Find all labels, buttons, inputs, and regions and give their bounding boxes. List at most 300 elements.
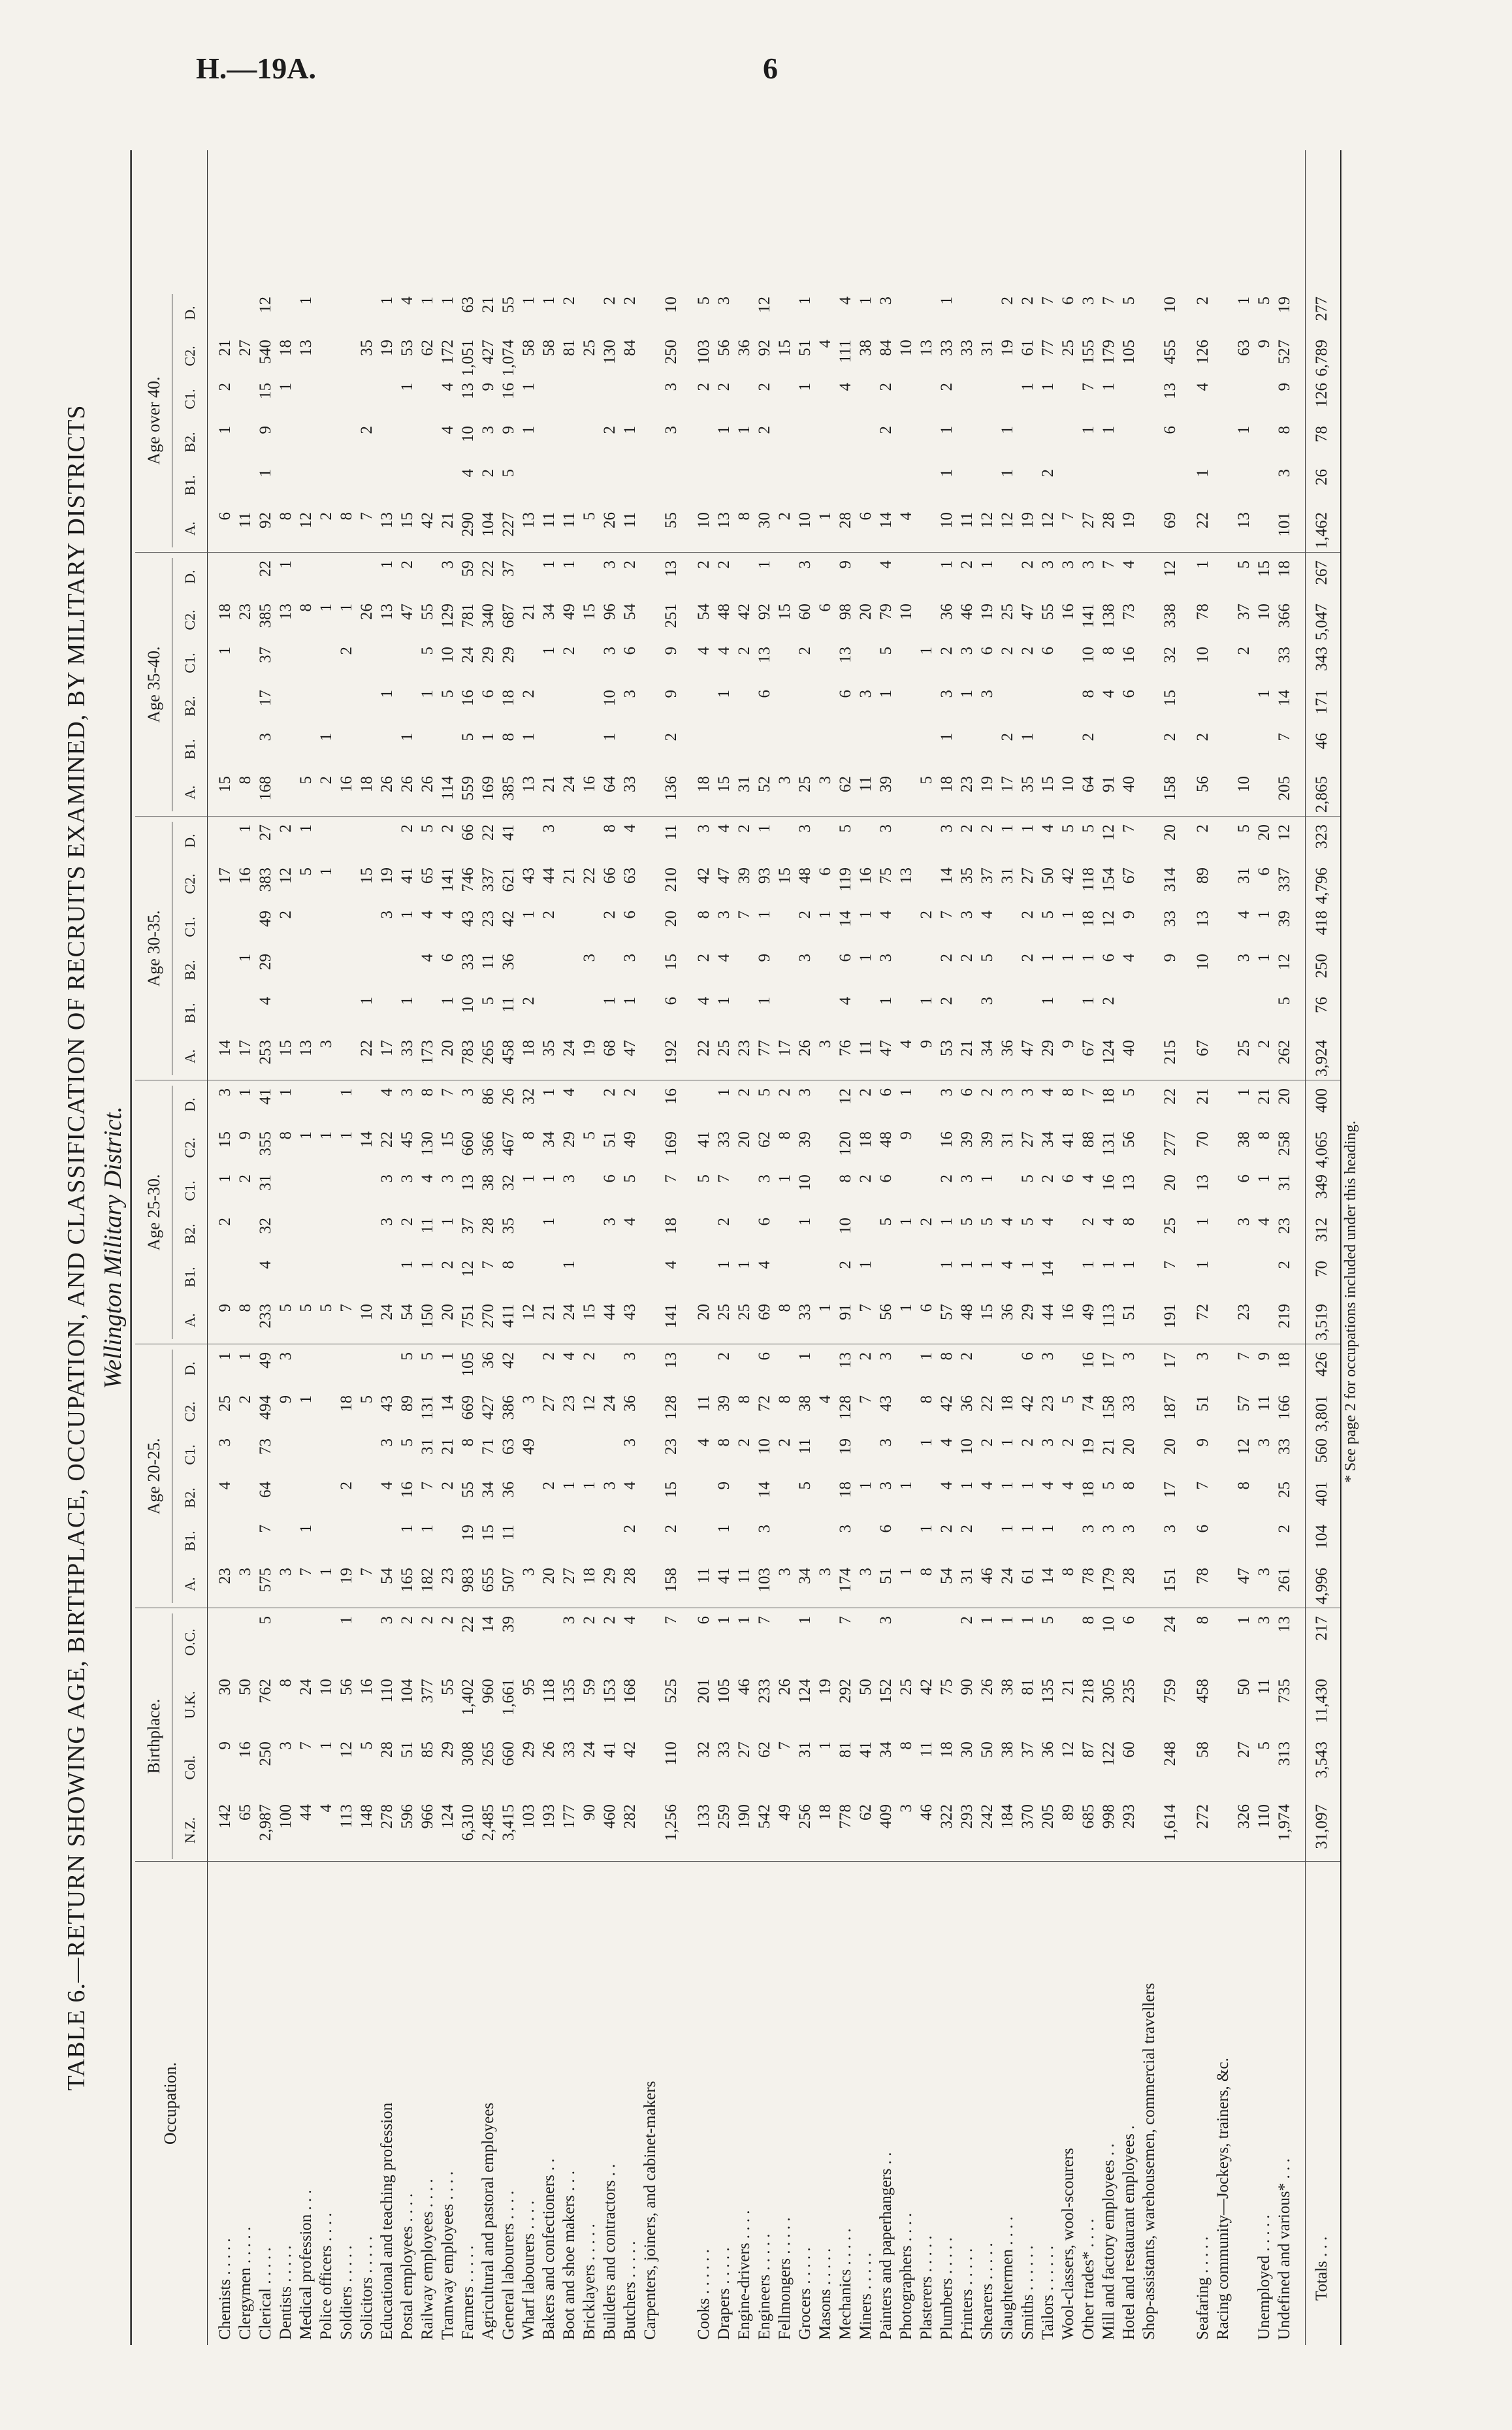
table-cell (1255, 469, 1274, 507)
table-cell: 2 (938, 997, 956, 1005)
table-cell: 1 (857, 297, 875, 305)
table-cell: 1 (216, 1174, 234, 1183)
table-cell: 63 (621, 867, 639, 884)
table-cell (816, 647, 835, 685)
table-cell: 6 (1161, 426, 1179, 434)
table-cell (317, 469, 336, 507)
table-cell: 4 (715, 954, 733, 962)
table-cell: 9 (1255, 340, 1273, 348)
table-cell: 2 (1019, 647, 1037, 655)
table-cell: 41 (695, 1131, 713, 1148)
table-cell: 1 (378, 690, 396, 698)
table-cell: 6,310 (459, 1804, 477, 1841)
table-cell: 386 (500, 1395, 517, 1420)
table-cell: 36 (958, 1395, 976, 1412)
table-cell (1235, 733, 1253, 771)
table-cell (520, 954, 538, 992)
table-cell: 22 (695, 1040, 713, 1056)
table-cell: 29 (1019, 1304, 1037, 1320)
table-cell: 1 (216, 426, 234, 434)
table-cell: 3 (877, 954, 895, 962)
table-cell: 72 (756, 1395, 773, 1412)
table-cell: 2 (540, 1482, 558, 1490)
table-cell: 88 (1080, 1131, 1097, 1148)
table-cell: 8 (918, 1395, 935, 1404)
table-cell: 1 (621, 426, 639, 434)
table-cell (378, 1352, 396, 1390)
table-cell: 41 (257, 1088, 274, 1105)
table-cell: 2 (581, 1616, 598, 1625)
table-cell: 1 (735, 1261, 753, 1269)
table-cell: 26 (378, 776, 396, 792)
table-cell: 46 (735, 1679, 753, 1695)
table-cell (520, 1616, 538, 1674)
table-cell: 19 (1276, 297, 1293, 313)
table-cell: 26 (978, 1679, 996, 1695)
table-cell: 210 (662, 867, 680, 892)
table-cell: 34 (877, 1742, 895, 1758)
table-cell: 41 (1059, 1131, 1077, 1148)
totals-cell: 400 (1313, 1088, 1330, 1113)
table-cell: 215 (1161, 1040, 1179, 1065)
table-cell (277, 1218, 295, 1256)
table-cell: 9 (756, 954, 773, 962)
table-cell (816, 1482, 835, 1519)
table-cell: 62 (756, 1131, 773, 1148)
table-cell: 1 (999, 469, 1016, 478)
table-cell (816, 1616, 835, 1674)
table-cell: 26 (776, 1679, 794, 1695)
occupation-label: Wool-classers, wool-scourers (1059, 2148, 1077, 2340)
table-cell (338, 824, 356, 862)
table-cell: 19 (978, 776, 996, 792)
table-cell: 1 (938, 1261, 956, 1269)
table-cell: 27 (540, 1395, 558, 1412)
table-cell: 25 (897, 1679, 915, 1695)
table-cell: 168 (257, 776, 274, 801)
table-cell (216, 1616, 234, 1674)
occupation-label: Hotel and restaurant employees . (1120, 2125, 1138, 2340)
table-cell (735, 560, 754, 598)
table-cell: 27 (560, 1568, 578, 1584)
table-cell (277, 1438, 295, 1476)
table-cell (1255, 1482, 1274, 1519)
group-header: Age over 40. (144, 376, 163, 465)
table-cell: 1 (520, 733, 538, 741)
table-cell: 8 (338, 512, 355, 521)
occupation-label: Police officers . . . . (317, 2212, 335, 2340)
table-cell (560, 733, 579, 771)
table-cell: 17 (216, 867, 234, 884)
table-cell: 3 (621, 954, 639, 962)
table-cell: 21 (520, 604, 538, 620)
table-cell (520, 824, 538, 862)
table-cell: 4 (1100, 690, 1118, 698)
table-cell: 67 (1120, 867, 1138, 884)
table-cell: 64 (1080, 776, 1097, 792)
table-cell: 759 (1161, 1679, 1179, 1704)
table-cell: 20 (662, 911, 680, 927)
table-cell: 31 (958, 1568, 976, 1584)
table-cell (857, 997, 875, 1035)
table-cell: 84 (877, 340, 895, 356)
table-cell: 66 (601, 867, 619, 884)
occupation-label: Photographers . . . . (897, 2212, 915, 2340)
table-cell (857, 469, 875, 507)
table-cell: 1 (398, 911, 416, 919)
table-cell (1059, 1616, 1078, 1674)
table-cell: 1 (297, 297, 315, 305)
table-cell: 4 (1039, 1482, 1057, 1490)
table-cell: 3 (796, 560, 814, 569)
occupation-label: Engine-drivers . . . . (735, 2210, 753, 2340)
table-cell: 22 (479, 824, 497, 841)
table-cell: 2 (277, 911, 295, 919)
table-cell: 5 (1235, 560, 1253, 569)
table-cell (358, 1482, 376, 1519)
table-cell: 10 (1194, 954, 1212, 970)
table-cell: 1 (816, 1742, 834, 1750)
table-cell (1255, 997, 1274, 1035)
table-cell (338, 733, 356, 771)
table-cell: 20 (1161, 1438, 1179, 1455)
table-cell (1019, 690, 1037, 728)
table-cell (378, 469, 396, 507)
table-cell: 11 (857, 1040, 875, 1056)
occupation-label: Engineers . . . . . (756, 2233, 773, 2340)
table-cell: 1 (715, 690, 733, 698)
table-cell: 27 (735, 1742, 753, 1758)
table-cell: 14 (1039, 1261, 1057, 1277)
table-cell: 2 (520, 997, 538, 1005)
table-cell: 16 (857, 867, 875, 884)
table-cell: 1 (297, 1395, 315, 1404)
table-cell: 30 (216, 1679, 234, 1695)
table-cell: 8 (1120, 1482, 1138, 1490)
table-cell: 3 (1194, 1352, 1212, 1361)
table-cell: 47 (715, 867, 733, 884)
table-cell: 14 (877, 512, 895, 528)
table-cell: 1 (796, 1218, 814, 1226)
table-cell: 10 (938, 512, 956, 528)
table-cell: 8 (297, 604, 315, 612)
table-cell: 1 (621, 997, 639, 1005)
table-cell: 6 (978, 647, 996, 655)
table-cell: 51 (1194, 1395, 1212, 1412)
table-cell: 7 (1276, 733, 1293, 741)
table-cell (297, 1218, 315, 1256)
table-cell: 1 (999, 1525, 1016, 1533)
table-cell: 259 (715, 1804, 733, 1829)
table-cell: 1 (897, 1218, 915, 1226)
column-header: C1. (182, 1444, 198, 1465)
table-cell (560, 997, 579, 1035)
table-cell: 4 (1255, 1218, 1273, 1226)
column-header: B1. (182, 1531, 198, 1551)
table-cell (358, 1525, 376, 1563)
table-cell: 1 (317, 604, 335, 612)
table-cell: 86 (479, 1088, 497, 1105)
table-cell (358, 1088, 376, 1126)
table-cell: 29 (257, 954, 274, 970)
table-cell: 24 (297, 1679, 315, 1695)
table-cell: 7 (756, 1616, 773, 1625)
table-cell: 42 (419, 512, 436, 528)
table-cell: 1 (540, 560, 558, 569)
table-cell (999, 997, 1017, 1035)
table-cell: 9 (277, 1395, 295, 1404)
table-cell (735, 1218, 754, 1256)
table-cell: 1 (897, 1482, 915, 1490)
table-cell: 1 (1194, 1218, 1212, 1226)
table-cell: 12 (257, 297, 274, 313)
table-cell: 13 (520, 512, 538, 528)
table-cell (1235, 997, 1253, 1035)
table-cell: 1 (520, 911, 538, 919)
table-cell (999, 1352, 1017, 1390)
table-cell: 36 (1039, 1742, 1057, 1758)
table-cell: 1 (338, 604, 355, 612)
table-cell: 1 (938, 560, 956, 569)
table-cell: 3 (581, 954, 598, 962)
column-divider (135, 552, 1340, 553)
table-cell: 47 (1235, 1568, 1253, 1584)
table-cell: 1 (958, 690, 976, 698)
table-cell: 18 (662, 1218, 680, 1234)
table-cell: 2 (216, 1218, 234, 1226)
table-cell: 4 (1235, 911, 1253, 919)
table-cell: 4 (1194, 383, 1212, 391)
table-cell: 3 (978, 690, 996, 698)
table-cell: 1 (1019, 1525, 1037, 1533)
table-cell: 76 (837, 1040, 854, 1056)
table-cell: 2 (601, 1088, 619, 1097)
table-cell: 2 (1059, 1438, 1077, 1447)
table-cell (216, 733, 234, 771)
table-cell (816, 1131, 835, 1169)
table-cell (816, 1088, 835, 1126)
table-cell: 4 (877, 560, 895, 569)
table-cell: 8 (1255, 1131, 1273, 1140)
table-cell (978, 297, 997, 334)
table-cell (358, 1261, 376, 1299)
table-cell: 4 (695, 1438, 713, 1447)
table-cell: 130 (601, 340, 619, 364)
table-cell: 20 (439, 1304, 457, 1320)
table-cell: 49 (257, 1352, 274, 1369)
table-cell (776, 560, 794, 598)
table-cell: 4 (1120, 954, 1138, 962)
table-cell: 3 (439, 560, 457, 569)
table-cell: 26 (601, 512, 619, 528)
table-cell: 8 (236, 1304, 254, 1312)
table-cell: 253 (257, 1040, 274, 1065)
table-cell: 1 (398, 733, 416, 741)
page-header-reference: H.—19A. (196, 52, 316, 85)
table-cell: 1 (1235, 1088, 1253, 1097)
table-cell: 8 (500, 1261, 517, 1269)
table-cell: 33 (1161, 911, 1179, 927)
table-cell: 1 (277, 383, 295, 391)
table-cell (857, 1616, 875, 1674)
table-cell: 10 (1100, 1616, 1118, 1632)
table-cell: 19 (581, 1040, 598, 1056)
totals-label: Totals . . . (1313, 2236, 1330, 2301)
table-cell (317, 1438, 336, 1476)
table-cell: 19 (978, 604, 996, 620)
column-header: D. (182, 570, 198, 584)
table-cell (796, 997, 814, 1035)
table-cell: 54 (938, 1568, 956, 1584)
table-cell: 366 (1276, 604, 1293, 628)
table-cell (358, 1218, 376, 1256)
table-cell: 91 (837, 1304, 854, 1320)
table-cell: 242 (978, 1804, 996, 1829)
table-cell: 22 (257, 560, 274, 577)
table-cell: 42 (918, 1679, 935, 1695)
table-cell: 21 (958, 1040, 976, 1056)
column-header: D. (182, 306, 198, 320)
table-cell: 355 (257, 1131, 274, 1156)
column-header: C2. (182, 609, 198, 630)
table-cell: 31 (419, 1438, 436, 1455)
table-cell: 5 (1255, 297, 1273, 305)
table-cell: 49 (621, 1131, 639, 1148)
table-cell: 110 (1255, 1804, 1273, 1828)
table-cell: 3 (1019, 1088, 1037, 1097)
table-cell: 3 (216, 1088, 234, 1097)
table-cell: 48 (715, 604, 733, 620)
table-cell: 1 (938, 1218, 956, 1226)
table-cell: 158 (662, 1568, 680, 1593)
table-cell: 9 (715, 1482, 733, 1490)
column-header: A. (182, 785, 198, 800)
table-cell: 40 (1120, 776, 1138, 792)
table-cell: 41 (857, 1742, 875, 1758)
table-cell: 1 (715, 1525, 733, 1533)
table-cell: 3 (816, 1568, 834, 1576)
table-cell (540, 997, 558, 1035)
table-cell: 14 (216, 1040, 234, 1056)
table-cell: 113 (1100, 1304, 1118, 1328)
table-cell: 25 (1059, 340, 1077, 356)
table-cell (540, 1616, 558, 1674)
table-cell (601, 383, 619, 421)
occupation-label: Bakers and confectioners . . (540, 2158, 558, 2340)
table-cell (1161, 469, 1180, 507)
table-cell: 89 (398, 1395, 416, 1412)
table-cell: 1 (1019, 1482, 1037, 1490)
table-cell: 13 (297, 1040, 315, 1056)
table-cell: 1 (918, 997, 935, 1005)
table-cell: 1 (317, 1742, 335, 1750)
table-cell (236, 469, 255, 507)
table-cell (419, 383, 437, 421)
table-cell (776, 733, 794, 771)
table-cell: 56 (1194, 776, 1212, 792)
table-cell: 10 (439, 647, 457, 663)
table-cell: 2 (1276, 1261, 1293, 1269)
table-cell: 63 (459, 297, 477, 313)
table-cell: 103 (520, 1804, 538, 1829)
table-cell: 1 (479, 733, 497, 741)
table-cell: 48 (796, 867, 814, 884)
table-cell: 23 (560, 1395, 578, 1412)
table-cell: 19 (459, 1525, 477, 1541)
table-cell (857, 426, 875, 464)
column-header: D. (182, 834, 198, 848)
table-cell: 46 (978, 1568, 996, 1584)
table-cell (1235, 383, 1253, 421)
totals-cell: 2,865 (1313, 776, 1330, 813)
table-cell: 38 (479, 1174, 497, 1191)
table-cell: 3 (601, 560, 619, 569)
table-cell (540, 690, 558, 728)
table-cell: 9 (500, 426, 517, 434)
table-cell: 2 (398, 560, 416, 569)
table-cell: 24 (560, 1304, 578, 1320)
table-cell: 33 (1276, 647, 1293, 663)
table-cell: 1 (918, 1352, 935, 1361)
table-cell (560, 426, 579, 464)
totals-cell: 343 (1313, 647, 1330, 672)
table-cell (581, 997, 599, 1035)
table-cell: 36 (938, 604, 956, 620)
footnote: * See page 2 for occupations included under this heading. (1342, 1120, 1359, 1483)
table-cell: 16 (1059, 1304, 1077, 1320)
table-cell: 49 (257, 911, 274, 927)
table-cell: 5 (479, 997, 497, 1005)
table-cell: 169 (479, 776, 497, 801)
table-cell (918, 733, 936, 771)
column-header: C2. (182, 873, 198, 894)
totals-cell: 267 (1313, 560, 1330, 585)
table-cell: 1 (1120, 1261, 1138, 1269)
table-cell: 193 (540, 1804, 558, 1829)
table-cell: 177 (560, 1804, 578, 1829)
table-cell: 1 (978, 1261, 996, 1269)
table-cell: 460 (601, 1804, 619, 1829)
table-cell: 305 (1100, 1679, 1118, 1704)
table-cell: 39 (978, 1131, 996, 1148)
table-cell: 2 (1019, 560, 1037, 569)
table-cell: 1 (816, 911, 834, 919)
table-cell: 13 (378, 604, 396, 620)
table-cell: 90 (581, 1804, 598, 1821)
table-cell: 4 (816, 1395, 834, 1404)
table-cell: 89 (1194, 867, 1212, 884)
table-cell: 49 (520, 1438, 538, 1455)
table-cell: 4 (938, 1482, 956, 1490)
table-cell (918, 824, 936, 862)
table-cell: 19 (1120, 512, 1138, 528)
table-cell: 53 (398, 340, 416, 356)
table-cell (560, 469, 579, 507)
table-cell: 2 (1039, 1174, 1057, 1183)
table-cell: 13 (520, 776, 538, 792)
table-cell: 65 (236, 1804, 254, 1821)
table-cell: 51 (601, 1131, 619, 1148)
column-header: B1. (182, 1003, 198, 1024)
table-cell (816, 1438, 835, 1476)
occupation-label: Printers . . . . . (958, 2248, 976, 2340)
table-cell (877, 733, 895, 771)
table-cell: 2 (715, 560, 733, 569)
table-cell: 11 (695, 1395, 713, 1412)
table-cell: 338 (1161, 604, 1179, 628)
table-cell: 43 (621, 1304, 639, 1320)
table-cell: 6 (1059, 1174, 1077, 1183)
